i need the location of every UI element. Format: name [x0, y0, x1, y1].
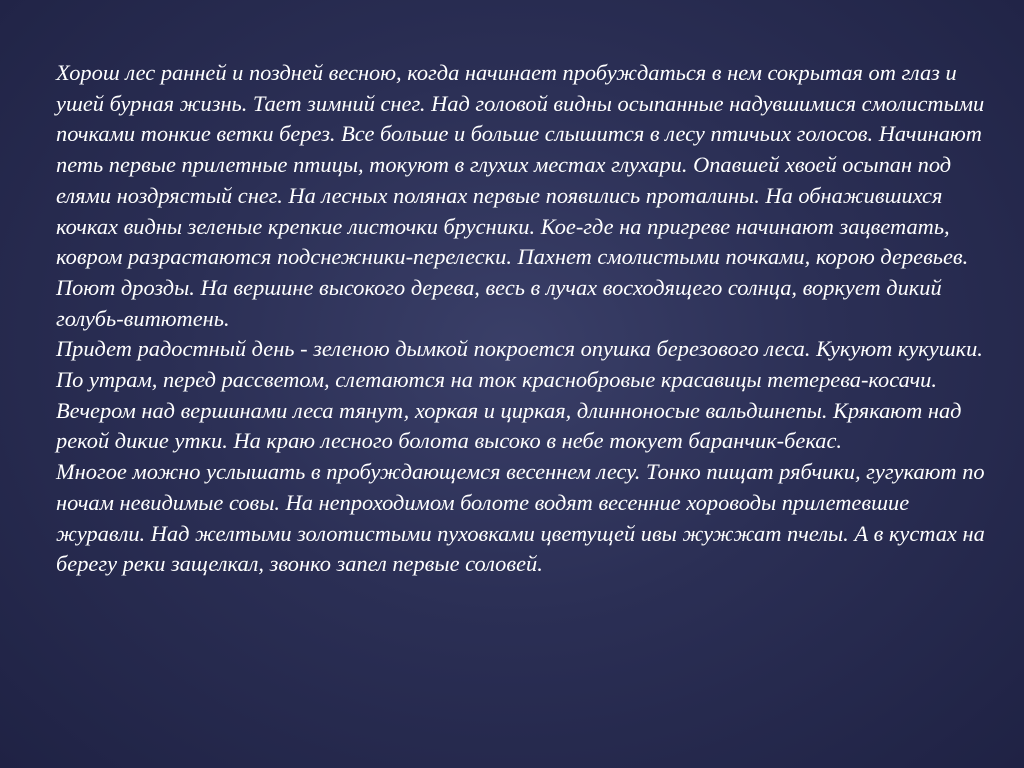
paragraph-3: Вечером над вершинами леса тянут, хоркая и циркая, длинноносые вальдшнепы. Крякают над рекой дикие утки. На краю лесного болота высоко в небе токует баранчик-бекас.: [56, 397, 962, 454]
paragraph-2: Придет радостный день - зеленою дымкой покроется опушка березового леса. Кукуют кукушки. По утрам, перед рассветом, слетаются на ток краснобровые красавицы тетерева-косачи.: [56, 336, 983, 393]
slide-text-block: [56, 58, 991, 580]
paragraph-1: Хорош лес ранней и поздней весною, когда начинает пробуждаться в нем сокрытая от глаз и ушей бурная жизнь. Тает зимний снег. Над головой видны осыпанные надувшимися смолистыми почками тонкие ветки берез. Все больше и больше слышится в лесу птичьих голосов. Начинают петь первые прилетные птицы, токуют в глухих местах глухари. Опавшей хвоей осыпан под елями ноздрястый снег. На лесных полянах первые появились проталины. На обнажившихся кочках видны зеленые крепкие листочки брусники. Кое-где на пригреве начинают зацветать, ковром разрастаются подснежники-перелески. Пахнет смолистыми почками, корою деревьев. Поют дрозды. На вершине высокого дерева, весь в лучах восходящего солнца, воркует дикий голубь-витютень.: [56, 60, 985, 331]
paragraph-4: Многое можно услышать в пробуждающемся весеннем лесу. Тонко пищат рябчики, гугукают по ночам невидимые совы. На непроходимом болоте водят весенние хороводы прилетевшие журавли. Над желтыми золотистыми пуховками цветущей ивы жужжат пчелы. А в кустах на берегу реки защелкал, звонко запел первые соловей.: [56, 459, 985, 577]
